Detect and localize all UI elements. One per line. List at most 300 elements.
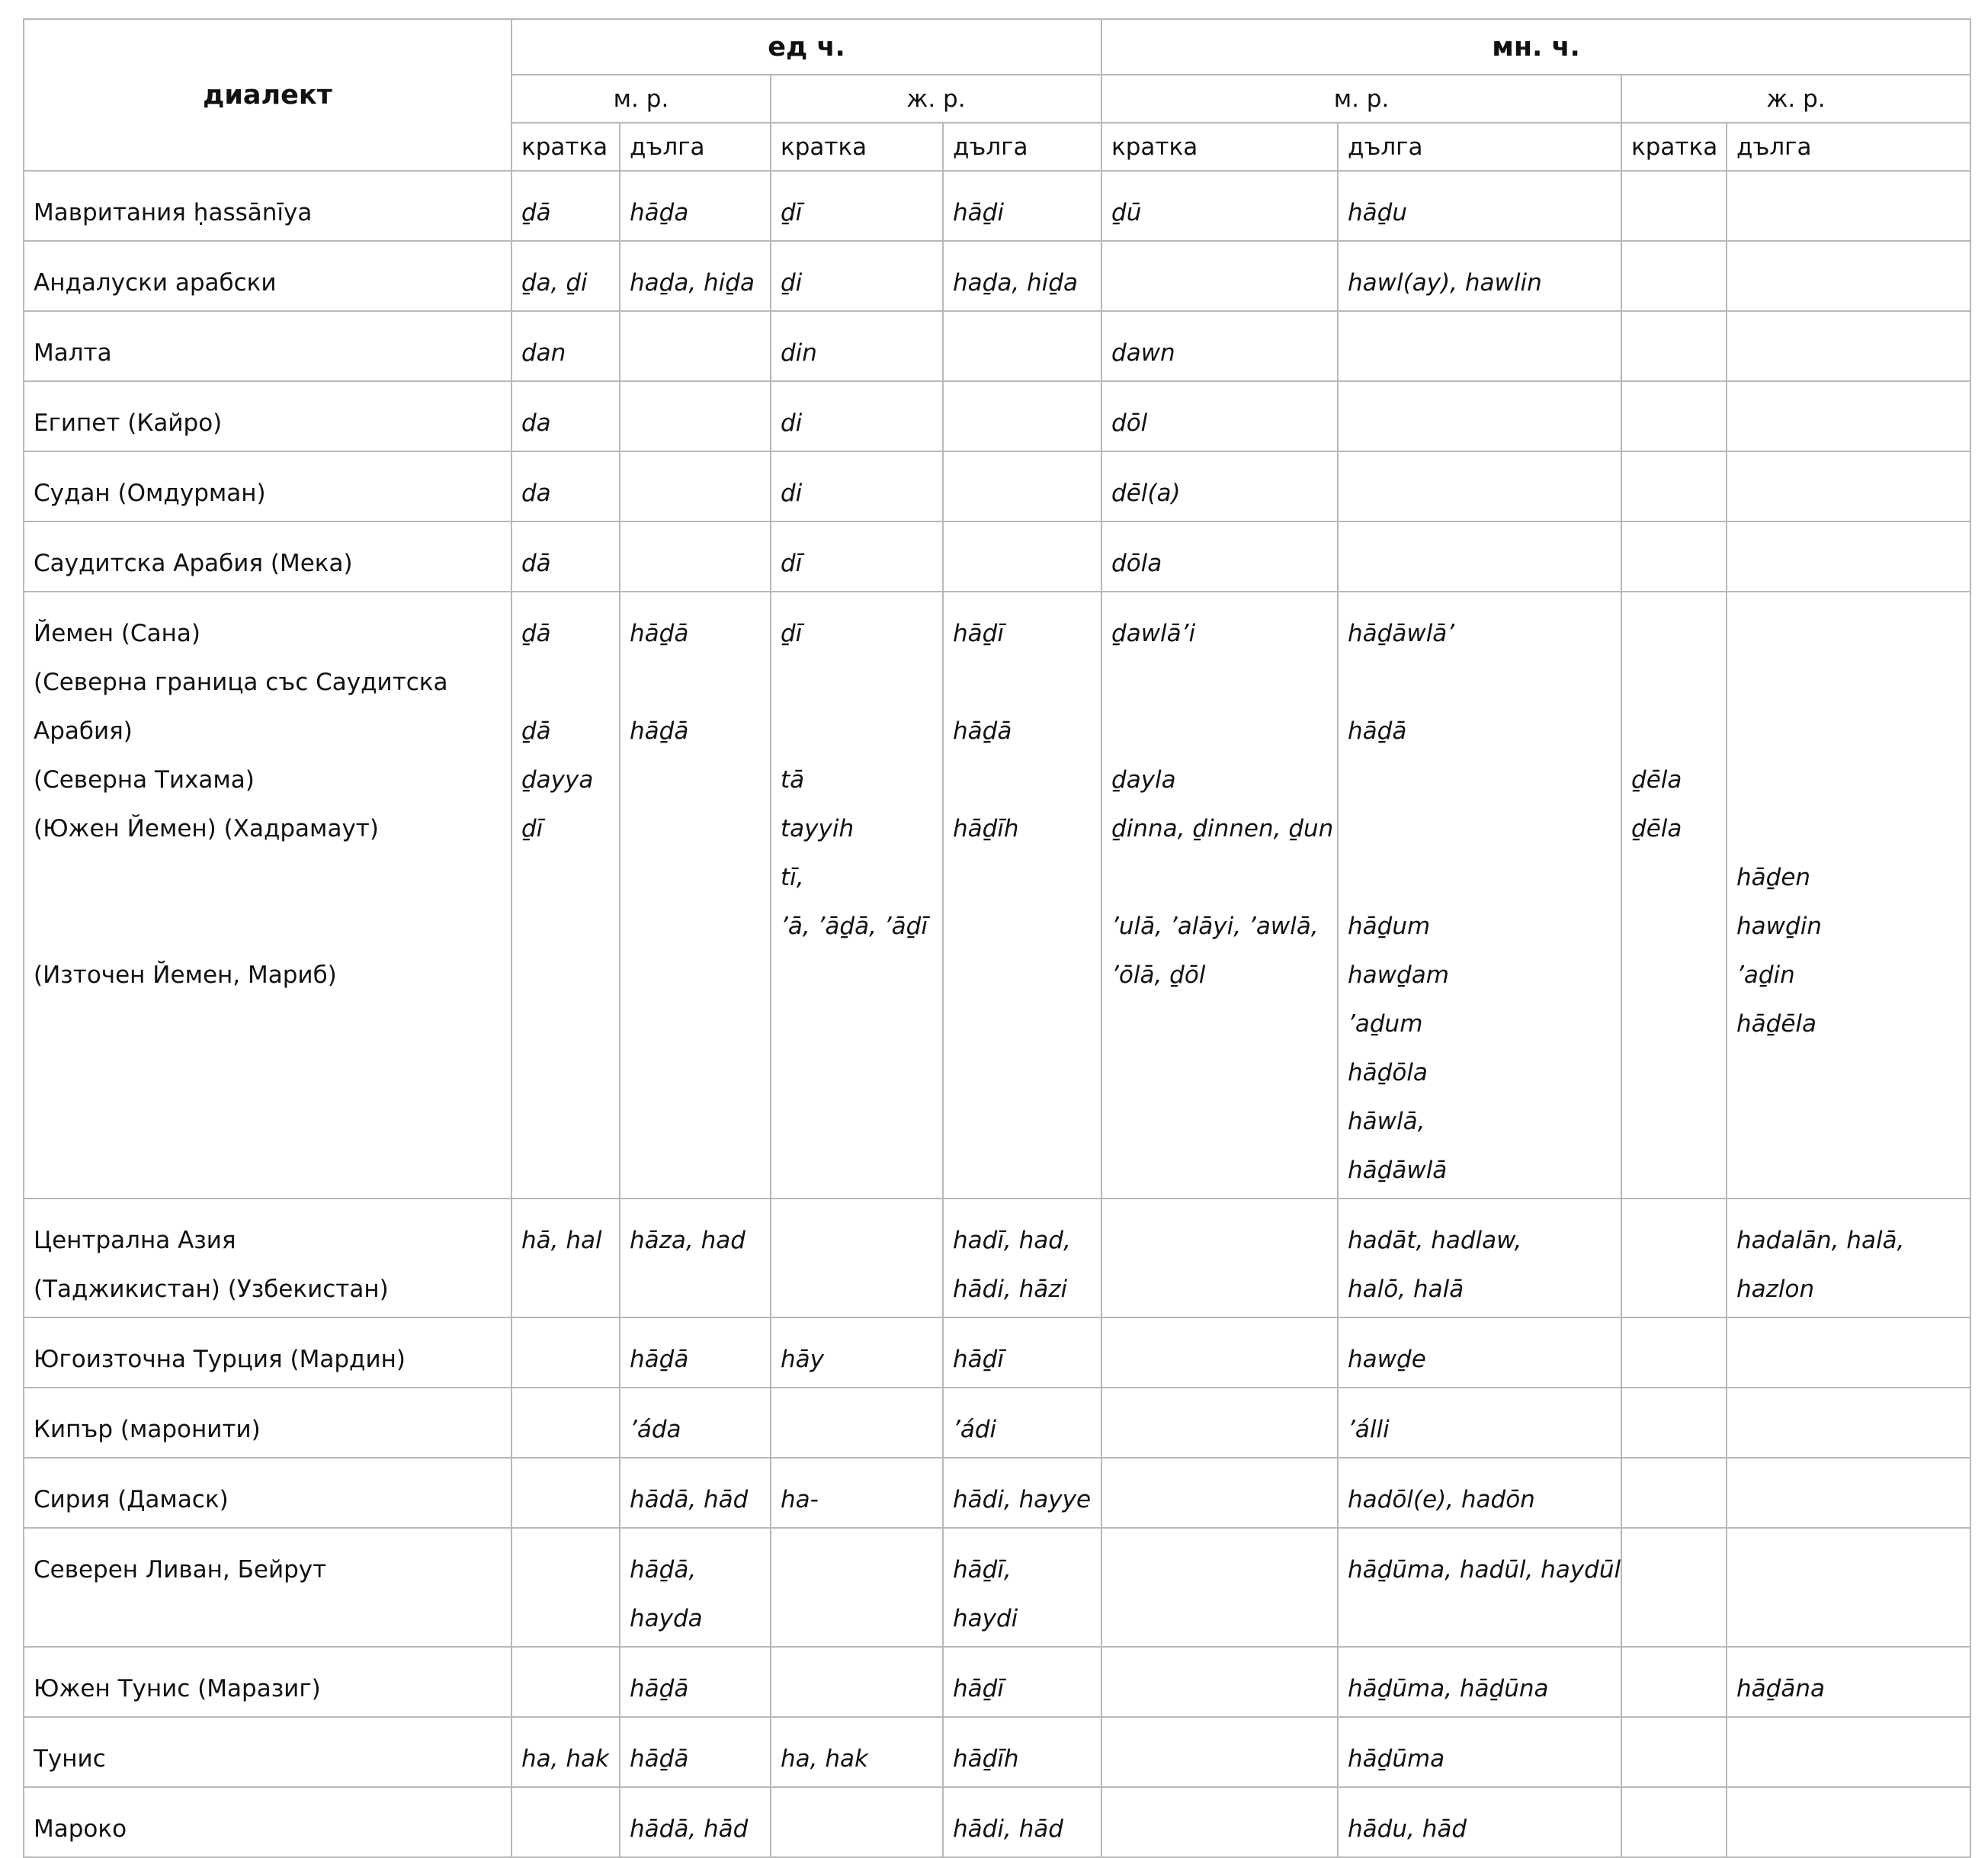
form-cell-sg-masc-long — [620, 241, 771, 311]
table-row — [24, 1647, 1970, 1717]
form-cell-sg-fem-short — [771, 1647, 943, 1717]
form-line: hāḏōla — [1348, 1059, 1428, 1086]
form-line: tī, — [781, 864, 804, 891]
form-line: dōla — [1111, 550, 1162, 577]
form-cell-pl-masc-short — [1101, 521, 1338, 592]
form-line: hāḏa — [630, 199, 689, 226]
form-line: hadāt, hadlaw, — [1348, 1227, 1522, 1254]
form-cell-sg-fem-long — [943, 381, 1101, 451]
form-cell-sg-masc-long — [620, 1787, 771, 1857]
form-line — [1736, 804, 1970, 853]
form-line: hādu, hād — [1348, 1815, 1467, 1843]
table-row — [24, 1458, 1970, 1528]
form-line: dī — [781, 550, 803, 577]
form-line: ha, hak — [521, 1745, 609, 1773]
table-row — [24, 1388, 1970, 1458]
form-line: hāḏī — [953, 1675, 1004, 1702]
form-cell-sg-fem-long — [943, 451, 1101, 521]
form-line: ḏayla — [1111, 766, 1176, 794]
dialect-line: Андалуски арабски — [34, 269, 277, 297]
form-line — [1736, 658, 1970, 707]
dialect-cell — [24, 1528, 511, 1647]
dialect-line: Северен Ливан, Бейрут — [34, 1556, 327, 1584]
header-pl-fem-long: дълга — [1727, 123, 1970, 171]
form-line: ’ōlā, ḏōl — [1111, 961, 1206, 989]
dialect-cell — [24, 592, 511, 1199]
form-line: tā — [781, 766, 805, 794]
form-cell-sg-masc-short — [511, 381, 620, 451]
form-cell-pl-masc-long — [1338, 521, 1621, 592]
form-line — [1111, 853, 1337, 902]
form-cell-sg-masc-short — [511, 1458, 620, 1528]
form-cell-sg-fem-short — [771, 311, 943, 381]
form-line: ḏayya — [521, 766, 594, 794]
form-line: ḏī — [781, 199, 803, 226]
header-pl-masc: м. р. — [1101, 75, 1621, 123]
dialect-line: Судан (Омдурман) — [34, 480, 266, 507]
form-cell-pl-fem-short — [1621, 1787, 1727, 1857]
dialect-cell — [24, 241, 511, 311]
dialect-cell — [24, 381, 511, 451]
form-cell-pl-fem-short — [1621, 1388, 1727, 1458]
form-cell-pl-fem-long — [1727, 1199, 1970, 1317]
form-line: ḏi — [781, 269, 803, 297]
form-line: din — [781, 339, 817, 367]
form-line: ’ā, ’āḏā, ’āḏī — [781, 913, 928, 940]
form-cell-pl-masc-long — [1338, 1199, 1621, 1317]
form-cell-sg-fem-long — [943, 1528, 1101, 1647]
form-cell-sg-masc-long — [620, 171, 771, 241]
dialect-cell — [24, 1458, 511, 1528]
form-line: da — [521, 409, 551, 437]
form-cell-sg-fem-long — [943, 1787, 1101, 1857]
form-line: ḏa, ḏi — [521, 269, 588, 297]
form-cell-pl-fem-short — [1621, 1717, 1727, 1787]
table-body — [24, 171, 1970, 1857]
form-line: ’aḏum — [1348, 1010, 1423, 1038]
form-line: hāḏā — [630, 1675, 689, 1702]
form-line: halō, halā — [1348, 1276, 1464, 1303]
dialect-line: (Северна Тихама) — [34, 766, 255, 794]
table-row — [24, 451, 1970, 521]
form-cell-sg-masc-short — [511, 451, 620, 521]
form-line — [781, 658, 942, 707]
form-cell-pl-fem-short — [1621, 171, 1727, 241]
form-cell-pl-fem-short — [1621, 592, 1727, 1199]
form-line: da — [521, 480, 551, 507]
form-cell-pl-masc-short — [1101, 451, 1338, 521]
form-cell-pl-masc-short — [1101, 311, 1338, 381]
table-row — [24, 521, 1970, 592]
dialect-cell — [24, 1317, 511, 1388]
header-pl-masc-short: кратка — [1101, 123, 1338, 171]
form-cell-pl-masc-long — [1338, 1317, 1621, 1388]
form-cell-sg-fem-long — [943, 171, 1101, 241]
dialect-line: Сирия (Дамаск) — [34, 1486, 229, 1513]
form-line: ha, hak — [781, 1745, 868, 1773]
dialect-line — [34, 853, 511, 902]
dialect-line: Южен Тунис (Маразиг) — [34, 1675, 321, 1702]
form-line: hāḏūma, hadūl, haydūl — [1348, 1556, 1621, 1584]
form-line: ḏī — [781, 620, 803, 647]
form-line: hāḏā — [630, 1745, 689, 1773]
form-cell-pl-fem-long — [1727, 1787, 1970, 1857]
table-row — [24, 241, 1970, 311]
form-line: hāwlā, — [1348, 1108, 1425, 1135]
form-cell-pl-fem-long — [1727, 1528, 1970, 1647]
form-line: ḏēla — [1631, 766, 1682, 794]
form-line: hādi, hayye — [953, 1486, 1092, 1513]
form-cell-pl-masc-long — [1338, 381, 1621, 451]
form-cell-pl-masc-short — [1101, 1787, 1338, 1857]
form-line — [1348, 658, 1621, 707]
form-cell-pl-fem-short — [1621, 1458, 1727, 1528]
form-cell-sg-fem-long — [943, 592, 1101, 1199]
form-line — [953, 658, 1101, 707]
table-row — [24, 381, 1970, 451]
form-line — [1736, 707, 1970, 756]
form-line: hāḏā — [630, 620, 689, 647]
header-sg-masc-long: дълга — [620, 123, 771, 171]
form-cell-pl-masc-long — [1338, 171, 1621, 241]
form-cell-sg-fem-short — [771, 1717, 943, 1787]
dialect-line: (Източен Йемен, Мариб) — [34, 961, 337, 989]
form-cell-sg-masc-short — [511, 521, 620, 592]
form-line: hāḏen — [1736, 864, 1811, 891]
form-cell-sg-fem-long — [943, 521, 1101, 592]
form-line — [1348, 756, 1621, 804]
form-line: ’aḏin — [1736, 961, 1795, 989]
form-line: dawn — [1111, 339, 1175, 367]
form-line: hadī, had, — [953, 1227, 1071, 1254]
form-cell-pl-masc-short — [1101, 592, 1338, 1199]
form-line: hāḏāwlā — [1348, 1157, 1448, 1184]
header-sg-masc-short: кратка — [511, 123, 620, 171]
dialect-cell — [24, 311, 511, 381]
dialect-cell — [24, 1647, 511, 1717]
header-sg-masc: м. р. — [511, 75, 771, 123]
form-line: hawḏin — [1736, 913, 1822, 940]
dialect-cell — [24, 1717, 511, 1787]
form-cell-pl-fem-long — [1727, 171, 1970, 241]
dialect-line: Централна Азия — [34, 1227, 236, 1254]
form-line: haḏa, hiḏa — [630, 269, 755, 297]
form-cell-sg-masc-short — [511, 1199, 620, 1317]
form-cell-sg-fem-short — [771, 241, 943, 311]
form-cell-sg-masc-long — [620, 1717, 771, 1787]
dialect-line — [34, 902, 511, 951]
form-cell-sg-fem-short — [771, 1528, 943, 1647]
form-line: ḏā — [521, 620, 551, 647]
table-row — [24, 1787, 1970, 1857]
form-cell-pl-masc-long — [1338, 592, 1621, 1199]
form-cell-sg-masc-short — [511, 1717, 620, 1787]
dialect-line: Саудитска Арабия (Мека) — [34, 550, 353, 577]
dialect-line: Тунис — [34, 1745, 106, 1773]
form-cell-pl-masc-long — [1338, 1787, 1621, 1857]
form-line: hāḏūma — [1348, 1745, 1445, 1773]
form-line: hazlon — [1736, 1276, 1815, 1303]
form-cell-pl-fem-short — [1621, 1199, 1727, 1317]
form-line: ḏawlā’i — [1111, 620, 1196, 647]
form-cell-sg-fem-short — [771, 1199, 943, 1317]
form-cell-pl-masc-short — [1101, 1647, 1338, 1717]
form-line: dan — [521, 339, 566, 367]
form-cell-sg-masc-long — [620, 311, 771, 381]
form-cell-sg-fem-long — [943, 311, 1101, 381]
form-line: hāy — [781, 1346, 824, 1373]
form-cell-pl-fem-short — [1621, 451, 1727, 521]
form-line: ḏā — [521, 199, 551, 226]
form-line — [521, 658, 619, 707]
form-line: hāḏā, — [630, 1556, 697, 1584]
dialect-line: Мароко — [34, 1815, 127, 1843]
form-cell-sg-masc-long — [620, 1647, 771, 1717]
form-cell-sg-masc-long — [620, 592, 771, 1199]
form-cell-sg-fem-long — [943, 1317, 1101, 1388]
form-line: hāḏum — [1348, 913, 1431, 940]
form-line: ḏēla — [1631, 815, 1682, 842]
form-line — [1348, 853, 1621, 902]
form-line — [1631, 707, 1726, 756]
header-sg-fem-long: дълга — [943, 123, 1101, 171]
form-line — [1111, 658, 1337, 707]
form-line: hāza, had — [630, 1227, 746, 1254]
form-line: hāḏīh — [953, 815, 1019, 842]
form-line: ḏū — [1111, 199, 1142, 226]
form-line: ḏā — [521, 717, 551, 745]
form-line: tayyih — [781, 815, 855, 842]
form-line: hawḏe — [1348, 1346, 1426, 1373]
form-cell-pl-fem-short — [1621, 521, 1727, 592]
form-cell-sg-masc-short — [511, 1528, 620, 1647]
form-cell-pl-fem-long — [1727, 1647, 1970, 1717]
form-cell-sg-masc-short — [511, 1647, 620, 1717]
form-line: ’ulā, ’alāyi, ’awlā, — [1111, 913, 1319, 940]
form-line — [1736, 756, 1970, 804]
header-pl-fem-short: кратка — [1621, 123, 1727, 171]
form-cell-pl-masc-short — [1101, 1717, 1338, 1787]
form-line: hāḏi — [953, 199, 1004, 226]
form-line: hādā, hād — [630, 1815, 749, 1843]
form-line: hādi, hāzi — [953, 1276, 1068, 1303]
form-line: ’áda — [630, 1416, 681, 1443]
form-cell-pl-fem-long — [1727, 1388, 1970, 1458]
form-line: hāḏā — [953, 717, 1012, 745]
form-cell-sg-fem-short — [771, 171, 943, 241]
form-cell-sg-masc-short — [511, 311, 620, 381]
form-cell-sg-masc-long — [620, 1317, 771, 1388]
dialect-line: Йемен (Сана) — [34, 620, 200, 647]
form-cell-sg-fem-short — [771, 1317, 943, 1388]
form-cell-sg-fem-short — [771, 1458, 943, 1528]
form-line: hawl(ay), hawlin — [1348, 269, 1542, 297]
form-cell-pl-masc-short — [1101, 241, 1338, 311]
form-cell-sg-masc-long — [620, 521, 771, 592]
form-cell-pl-masc-short — [1101, 1458, 1338, 1528]
form-cell-sg-masc-short — [511, 171, 620, 241]
form-cell-pl-fem-short — [1621, 1317, 1727, 1388]
form-cell-sg-fem-long — [943, 1388, 1101, 1458]
form-line: ḏī — [521, 815, 543, 842]
form-line: dā — [521, 550, 551, 577]
table-row — [24, 171, 1970, 241]
form-line: hāḏūma, hāḏūna — [1348, 1675, 1549, 1702]
form-cell-sg-masc-short — [511, 1787, 620, 1857]
dialect-cell — [24, 1199, 511, 1317]
form-cell-pl-fem-long — [1727, 592, 1970, 1199]
form-cell-sg-fem-short — [771, 521, 943, 592]
form-cell-sg-fem-long — [943, 1647, 1101, 1717]
dialect-line: Кипър (маронити) — [34, 1416, 261, 1443]
form-cell-pl-masc-long — [1338, 1647, 1621, 1717]
form-cell-pl-masc-long — [1338, 1717, 1621, 1787]
form-cell-pl-fem-long — [1727, 381, 1970, 451]
dialect-line: Югоизточна Турция (Мардин) — [34, 1346, 406, 1373]
table-row — [24, 1528, 1970, 1647]
form-line: ha- — [781, 1486, 819, 1513]
form-cell-sg-masc-long — [620, 1199, 771, 1317]
table-row — [24, 592, 1970, 1199]
header-dialect: диалект — [24, 19, 511, 171]
form-line: dōl — [1111, 409, 1148, 437]
form-line: hawḏam — [1348, 961, 1449, 989]
form-line: haḏa, hiḏa — [953, 269, 1078, 297]
form-cell-pl-fem-long — [1727, 241, 1970, 311]
form-cell-sg-fem-short — [771, 381, 943, 451]
form-line: ’ádi — [953, 1416, 997, 1443]
form-cell-pl-masc-long — [1338, 451, 1621, 521]
form-line: hāḏā — [1348, 717, 1407, 745]
form-line: hāḏī — [953, 620, 1004, 647]
form-line: hādi, hād — [953, 1815, 1063, 1843]
form-cell-pl-fem-short — [1621, 1528, 1727, 1647]
form-cell-pl-masc-long — [1338, 241, 1621, 311]
header-plural: мн. ч. — [1101, 19, 1970, 75]
form-cell-sg-masc-long — [620, 1458, 771, 1528]
form-cell-pl-fem-long — [1727, 521, 1970, 592]
form-cell-pl-fem-long — [1727, 1317, 1970, 1388]
dialect-line: Мавритания ḥassānīya — [34, 199, 313, 226]
form-line — [1631, 609, 1726, 658]
dialect-line: (Таджикистан) (Узбекистан) — [34, 1276, 389, 1303]
form-line — [953, 756, 1101, 804]
form-cell-pl-fem-long — [1727, 1458, 1970, 1528]
form-line: hā, hal — [521, 1227, 602, 1254]
dialect-line: (Южен Йемен) (Хадрамаут) — [34, 815, 379, 842]
form-cell-pl-fem-short — [1621, 381, 1727, 451]
form-line: hāḏīh — [953, 1745, 1019, 1773]
form-cell-pl-masc-short — [1101, 171, 1338, 241]
header-sg-fem: ж. р. — [771, 75, 1101, 123]
form-cell-sg-masc-long — [620, 1388, 771, 1458]
form-line: hāḏēla — [1736, 1010, 1817, 1038]
form-cell-pl-fem-long — [1727, 1717, 1970, 1787]
form-line: hādā, hād — [630, 1486, 749, 1513]
form-line: hāḏī, — [953, 1556, 1012, 1584]
form-cell-pl-masc-long — [1338, 1388, 1621, 1458]
form-cell-sg-fem-long — [943, 1458, 1101, 1528]
form-line: ’álli — [1348, 1416, 1390, 1443]
form-cell-sg-fem-short — [771, 451, 943, 521]
form-line: hadalān, halā, — [1736, 1227, 1905, 1254]
form-cell-sg-fem-short — [771, 1787, 943, 1857]
form-cell-sg-masc-long — [620, 451, 771, 521]
form-line: haydi — [953, 1605, 1018, 1632]
dialect-cell — [24, 521, 511, 592]
form-line: hāḏā — [630, 717, 689, 745]
form-cell-sg-masc-long — [620, 1528, 771, 1647]
form-line: ḏinna, ḏinnen, ḏun — [1111, 815, 1334, 842]
form-cell-sg-fem-short — [771, 592, 943, 1199]
form-cell-pl-fem-short — [1621, 241, 1727, 311]
dialect-cell — [24, 451, 511, 521]
form-cell-pl-masc-short — [1101, 1317, 1338, 1388]
header-sg-fem-short: кратка — [771, 123, 943, 171]
table-row — [24, 1317, 1970, 1388]
form-cell-sg-masc-long — [620, 381, 771, 451]
dialect-line: Малта — [34, 339, 112, 367]
form-cell-sg-masc-short — [511, 1317, 620, 1388]
dialect-cell — [24, 171, 511, 241]
dialect-line: Арабия) — [34, 717, 133, 745]
form-cell-pl-masc-short — [1101, 1528, 1338, 1647]
form-cell-sg-fem-short — [771, 1388, 943, 1458]
form-cell-pl-masc-long — [1338, 1458, 1621, 1528]
form-line: hāḏāna — [1736, 1675, 1825, 1702]
form-cell-pl-fem-long — [1727, 451, 1970, 521]
form-cell-pl-masc-long — [1338, 1528, 1621, 1647]
header-singular: ед ч. — [511, 19, 1101, 75]
dialect-line: (Северна граница със Саудитска — [34, 669, 448, 696]
form-line: hayda — [630, 1605, 703, 1632]
form-line — [1348, 804, 1621, 853]
form-line: hāḏu — [1348, 199, 1407, 226]
form-cell-sg-fem-long — [943, 1717, 1101, 1787]
form-cell-pl-masc-short — [1101, 1388, 1338, 1458]
form-cell-sg-fem-long — [943, 1199, 1101, 1317]
dialect-cell — [24, 1388, 511, 1458]
form-cell-pl-fem-short — [1621, 1647, 1727, 1717]
form-line: hāḏāwlā’ — [1348, 620, 1455, 647]
form-line — [1736, 609, 1970, 658]
header-pl-fem: ж. р. — [1621, 75, 1970, 123]
form-line — [1111, 707, 1337, 756]
form-cell-pl-masc-short — [1101, 381, 1338, 451]
form-cell-sg-fem-long — [943, 241, 1101, 311]
table-row — [24, 1717, 1970, 1787]
form-line: dēl(a) — [1111, 480, 1181, 507]
form-line — [630, 658, 770, 707]
form-line: hadōl(e), hadōn — [1348, 1486, 1535, 1513]
header-pl-masc-long: дълга — [1338, 123, 1621, 171]
table-row — [24, 311, 1970, 381]
form-line: di — [781, 480, 803, 507]
dialect-cell — [24, 1787, 511, 1857]
form-line: hāḏā — [630, 1346, 689, 1373]
form-line: hāḏī — [953, 1346, 1004, 1373]
form-cell-sg-masc-short — [511, 1388, 620, 1458]
form-cell-sg-masc-short — [511, 241, 620, 311]
form-cell-sg-masc-short — [511, 592, 620, 1199]
form-line — [781, 707, 942, 756]
form-cell-pl-masc-long — [1338, 311, 1621, 381]
dialect-line: Египет (Кайро) — [34, 409, 223, 437]
demonstratives-table — [23, 18, 1971, 1858]
form-line: di — [781, 409, 803, 437]
form-cell-pl-fem-short — [1621, 311, 1727, 381]
form-cell-pl-masc-short — [1101, 1199, 1338, 1317]
